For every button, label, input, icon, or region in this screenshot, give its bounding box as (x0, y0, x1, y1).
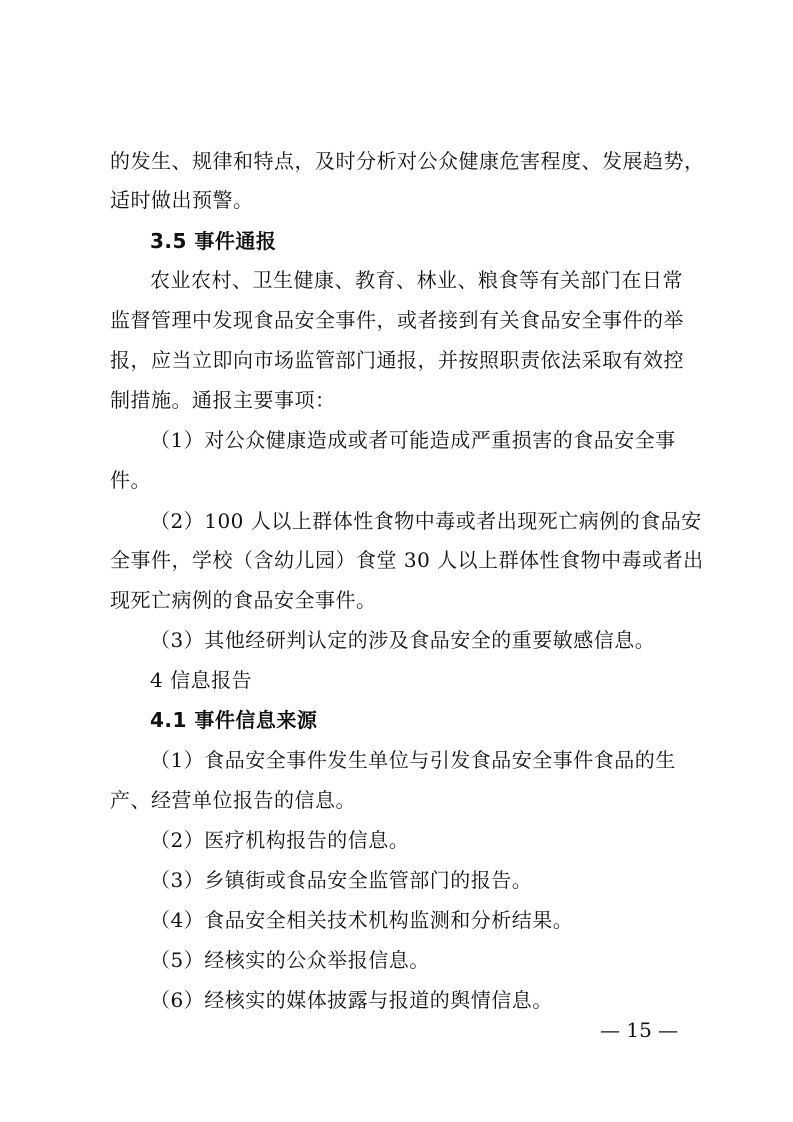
list-item: （2）医疗机构报告的信息。 (150, 828, 410, 852)
paragraph-line: 的发生、规律和特点，及时分析对公众健康危害程度、发展趋势， (110, 149, 705, 173)
paragraph-line: 报，应当立即向市场监管部门通报，并按照职责依法采取有效控 (110, 348, 684, 372)
paragraph-line: 制措施。通报主要事项： (110, 388, 336, 412)
paragraph-line: 件。 (110, 468, 151, 492)
paragraph-line: 产、经营单位报告的信息。 (110, 788, 356, 812)
list-item: （5）经核实的公众举报信息。 (150, 948, 430, 972)
list-item: （1）对公众健康造成或者可能造成严重损害的食品安全事 (150, 428, 676, 452)
list-item: （3）其他经研判认定的涉及食品安全的重要敏感信息。 (150, 628, 656, 652)
paragraph-line: 监督管理中发现食品安全事件，或者接到有关食品安全事件的举 (110, 308, 684, 332)
list-item: （6）经核实的媒体披露与报道的舆情信息。 (150, 988, 553, 1012)
list-item: （1）食品安全事件发生单位与引发食品安全事件食品的生 (150, 748, 676, 772)
paragraph-line: 农业农村、卫生健康、教育、林业、粮食等有关部门在日常 (150, 268, 683, 292)
list-item: （2）100 人以上群体性食物中毒或者出现死亡病例的食品安 (150, 509, 702, 533)
paragraph-line: 全事件，学校（含幼儿园）食堂 30 人以上群体性食物中毒或者出 (110, 548, 704, 572)
section-heading-3-5: 3.5 事件通报 (150, 229, 277, 253)
paragraph-line: 适时做出预警。 (110, 188, 254, 212)
section-heading-4: 4 信息报告 (150, 668, 253, 692)
list-item: （3）乡镇街或食品安全监管部门的报告。 (150, 868, 533, 892)
section-heading-4-1: 4.1 事件信息来源 (150, 708, 318, 732)
list-item: （4）食品安全相关技术机构监测和分析结果。 (150, 908, 574, 932)
page-number: — 15 — (600, 1018, 679, 1042)
paragraph-line: 现死亡病例的食品安全事件。 (110, 588, 377, 612)
